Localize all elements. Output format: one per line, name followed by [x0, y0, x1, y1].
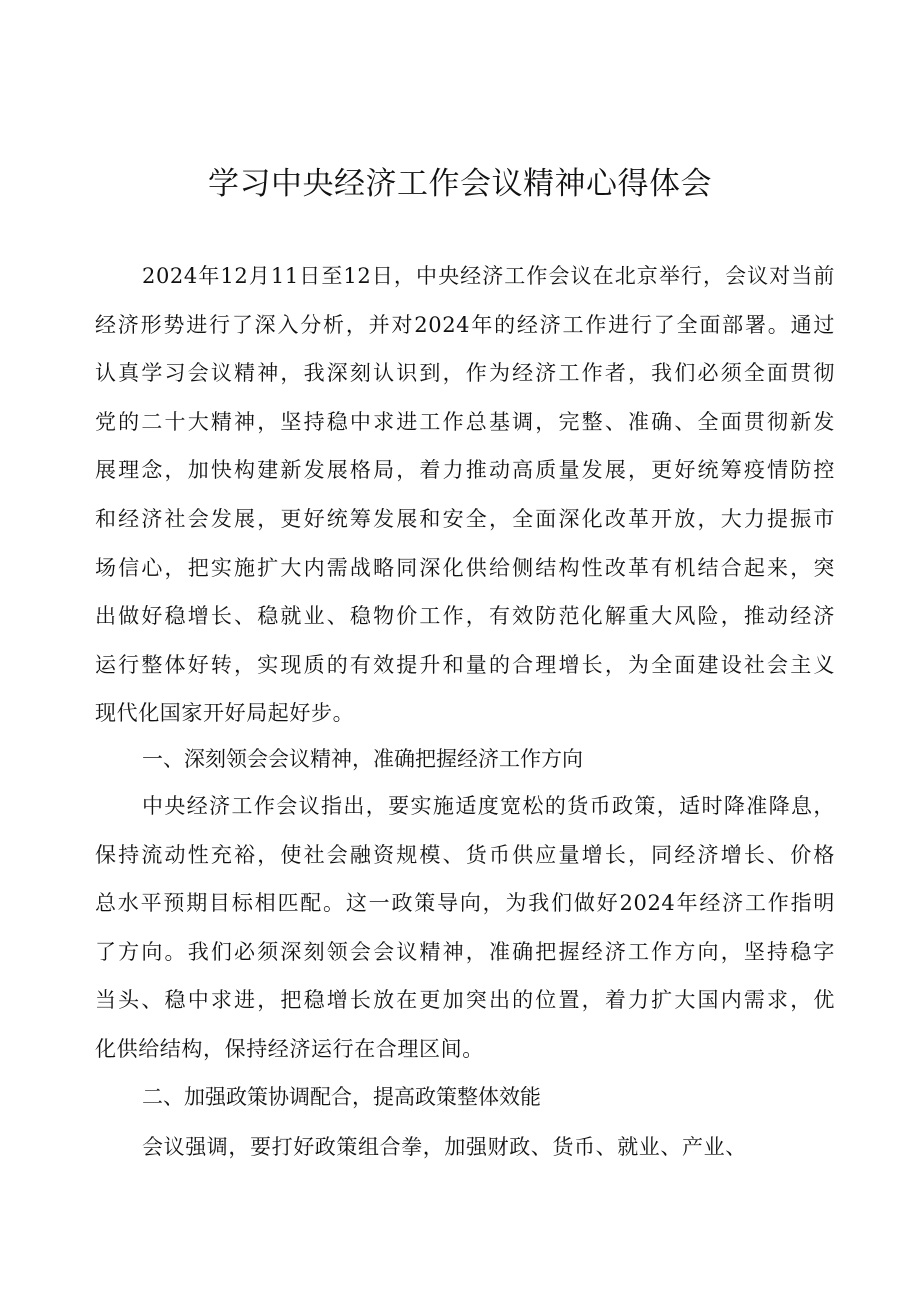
- paragraph-line: 会议强调，要打好政策组合拳，加强财政、货币、就业、产业、: [142, 1135, 747, 1159]
- paragraph-line: 党的二十大精神，坚持稳中求进工作总基调，完整、准确、全面贯彻新发: [95, 409, 835, 434]
- section-heading-1: 一、深刻领会会议精神，准确把握经济工作方向: [142, 747, 583, 771]
- paragraph-line: 经济形势进行了深入分析，并对2024年的经济工作进行了全面部署。通过: [95, 312, 835, 337]
- paragraph-line: 中央经济工作会议指出，要实施适度宽松的货币政策，适时降准降息，: [142, 794, 835, 818]
- paragraph-line: 出做好稳增长、稳就业、稳物价工作，有效防范化解重大风险，推动经济: [95, 604, 835, 629]
- paragraph-line: 化供给结构，保持经济运行在合理区间。: [95, 1036, 484, 1061]
- paragraph-line: 当头、稳中求进，把稳增长放在更加突出的位置，着力扩大国内需求，优: [95, 988, 835, 1013]
- paragraph-line: 2024年12月11日至12日，中央经济工作会议在北京举行，会议对当前: [142, 264, 835, 288]
- paragraph-line: 了方向。我们必须深刻领会会议精神，准确把握经济工作方向，坚持稳字: [95, 939, 835, 964]
- paragraph-line: 保持流动性充裕，使社会融资规模、货币供应量增长，同经济增长、价格: [95, 842, 835, 867]
- paragraph-line: 和经济社会发展，更好统筹发展和安全，全面深化改革开放，大力提振市: [95, 506, 835, 531]
- paragraph-section-2: [95, 1123, 835, 1172]
- paragraph-section-1: [95, 782, 835, 1074]
- paragraph-intro: [95, 252, 835, 738]
- paragraph-line: 认真学习会议精神，我深刻认识到，作为经济工作者，我们必须全面贯彻: [95, 361, 835, 386]
- section-heading-2: 二、加强政策协调配合，提高政策整体效能: [142, 1085, 541, 1109]
- paragraph-line: 运行整体好转，实现质的有效提升和量的合理增长，为全面建设社会主义: [95, 652, 835, 677]
- paragraph-line: 场信心，把实施扩大内需战略同深化供给侧结构性改革有机结合起来，突: [95, 555, 835, 580]
- document-title: 学习中央经济工作会议精神心得体会: [208, 166, 712, 202]
- paragraph-line: 现代化国家开好局起好步。: [95, 701, 355, 726]
- paragraph-line: 总水平预期目标相匹配。这一政策导向，为我们做好2024年经济工作指明: [95, 891, 835, 916]
- paragraph-line: 展理念，加快构建新发展格局，着力推动高质量发展，更好统筹疫情防控: [95, 458, 835, 483]
